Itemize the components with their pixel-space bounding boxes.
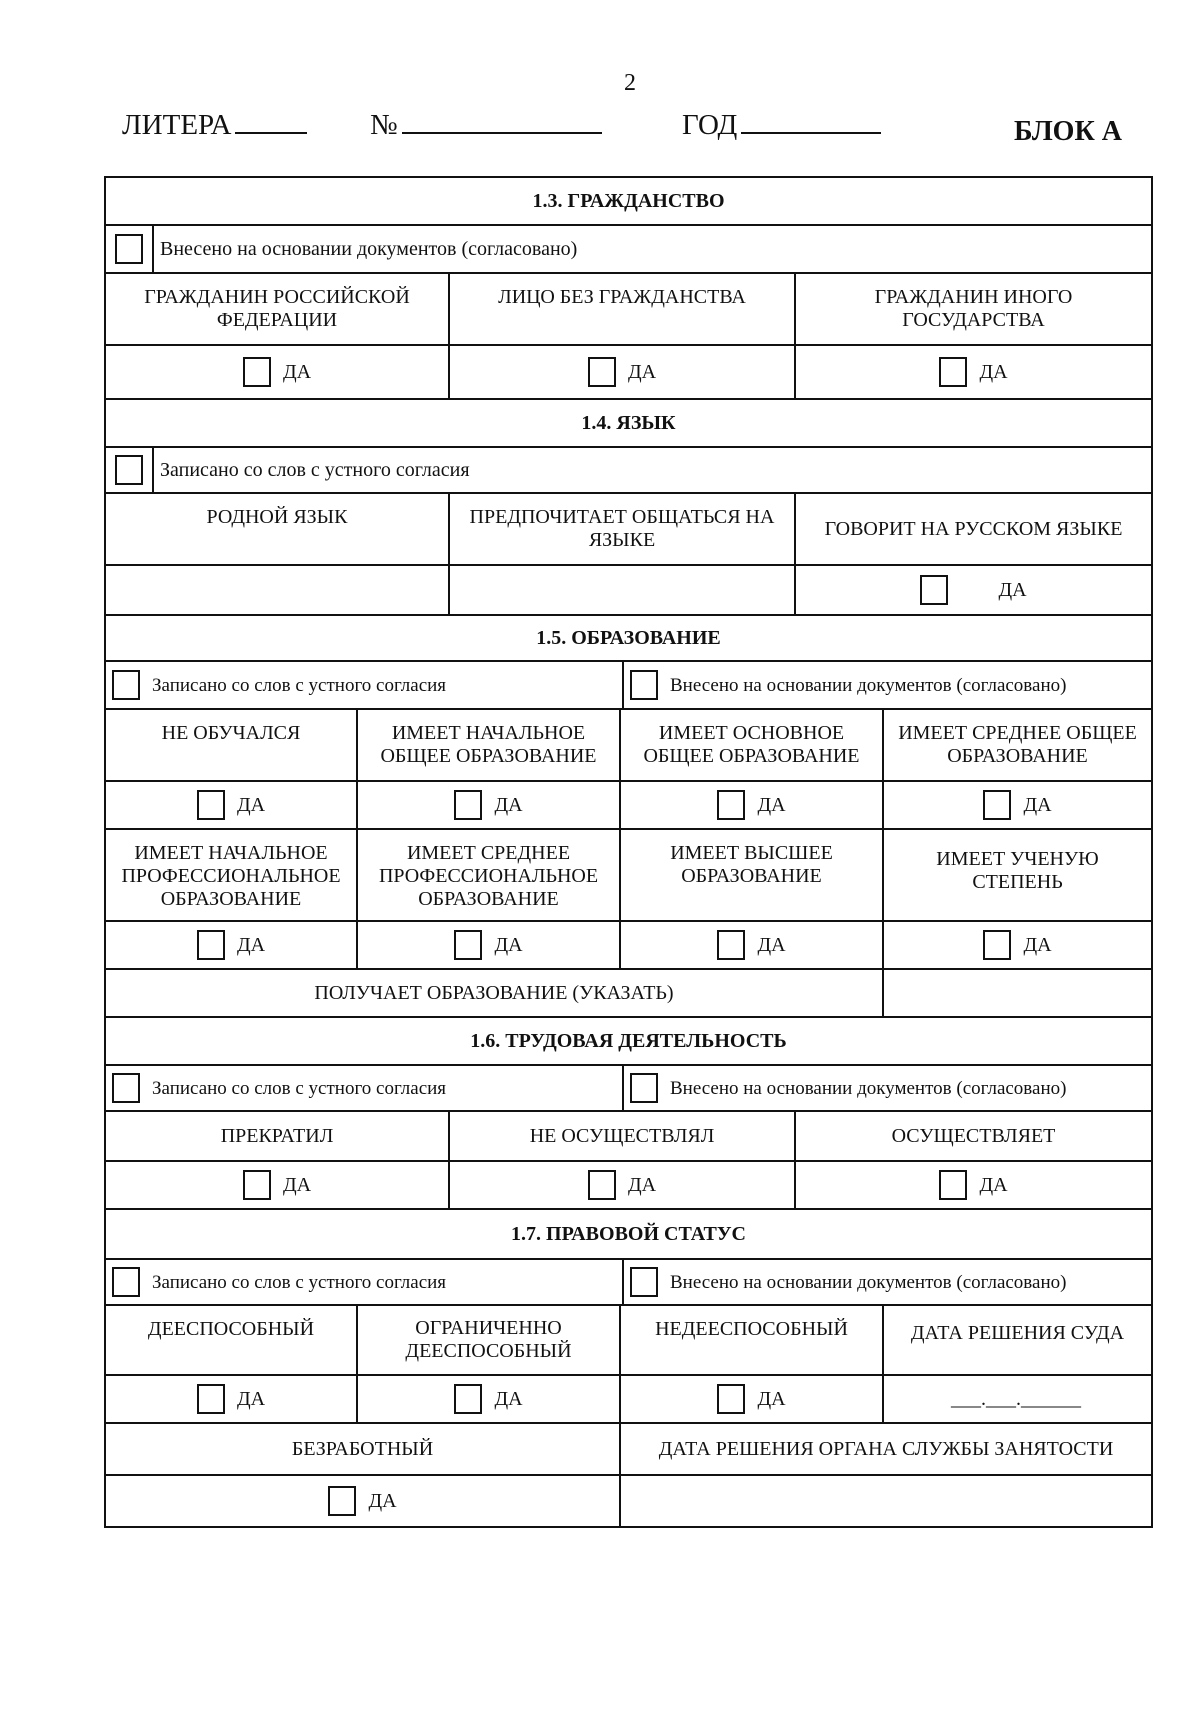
year-label: ГОД <box>682 109 738 141</box>
date-placeholder: ___.___.______ <box>951 1387 1081 1410</box>
education-headers-row-2 <box>106 830 1151 922</box>
checkbox[interactable] <box>717 930 745 960</box>
column-header: ИМЕЕТ СРЕДНЕЕ ОБЩЕЕ ОБРАЗОВАНИЕ <box>898 722 1137 767</box>
number-field <box>370 104 602 142</box>
studying-label: ПОЛУЧАЕТ ОБРАЗОВАНИЕ (УКАЗАТЬ) <box>106 970 884 1016</box>
yes-label: ДА <box>494 933 523 956</box>
yes-cell <box>884 922 1151 968</box>
legal-status-basis-row <box>106 1260 1151 1306</box>
basis-note: Записано со слов с устного согласия <box>160 458 470 481</box>
column-header: ИМЕЕТ ВЫСШЕЕ ОБРАЗОВАНИЕ <box>621 830 884 920</box>
checkbox[interactable] <box>717 790 745 820</box>
education-studying-row <box>106 970 1151 1018</box>
yes-cell <box>106 1376 358 1422</box>
preferred-language-input[interactable] <box>450 566 796 614</box>
column-header: БЕЗРАБОТНЫЙ <box>106 1424 621 1474</box>
yes-label: ДА <box>282 1173 312 1196</box>
yes-label: ДА <box>627 1173 657 1196</box>
checkbox[interactable] <box>243 357 271 387</box>
checkbox[interactable] <box>920 575 948 605</box>
citizenship-basis-checkbox-cell <box>106 226 154 272</box>
basis-note: Записано со слов с устного согласия <box>152 1271 447 1293</box>
checkbox[interactable] <box>454 1384 482 1414</box>
yes-cell <box>796 346 1151 398</box>
checkbox[interactable] <box>328 1486 356 1516</box>
yes-label: ДА <box>627 360 657 383</box>
checkbox[interactable] <box>197 930 225 960</box>
citizenship-basis-row <box>106 226 1151 274</box>
basis-note: Записано со слов с устного согласия <box>152 1077 447 1099</box>
studying-input[interactable] <box>884 970 1151 1016</box>
basis-option <box>624 1260 1151 1304</box>
section-employment-title-row <box>106 1018 1151 1066</box>
section-title: 1.5. ОБРАЗОВАНИЕ <box>536 626 721 649</box>
yes-label: ДА <box>236 1387 266 1410</box>
legal-status-headers-row <box>106 1306 1151 1376</box>
yes-cell <box>358 1376 621 1422</box>
column-header: ГРАЖДАНИН ИНОГО ГОСУДАРСТВА <box>874 286 1073 331</box>
basis-option <box>106 1260 624 1304</box>
yes-cell <box>106 1476 621 1526</box>
checkbox[interactable] <box>454 930 482 960</box>
unemployed-headers-row <box>106 1424 1151 1476</box>
checkbox[interactable] <box>588 1170 616 1200</box>
yes-cell <box>621 1376 884 1422</box>
yes-cell <box>106 1162 450 1208</box>
column-header: ОСУЩЕСТВЛЯЕТ <box>891 1124 1056 1147</box>
column-header: ИМЕЕТ НАЧАЛЬНОЕ ПРОФЕССИОНАЛЬНОЕ ОБРАЗОВАНИЕ <box>106 830 358 920</box>
language-headers-row <box>106 494 1151 566</box>
yes-cell <box>796 1162 1151 1208</box>
yes-cell <box>621 922 884 968</box>
column-header: ГОВОРИТ НА РУССКОМ ЯЗЫКЕ <box>824 517 1123 540</box>
yes-cell <box>796 566 1151 614</box>
employment-basis-row <box>106 1066 1151 1112</box>
yes-label: ДА <box>757 933 786 956</box>
yes-cell <box>358 782 621 828</box>
checkbox[interactable] <box>939 357 967 387</box>
column-header: ИМЕЕТ НАЧАЛЬНОЕ ОБЩЕЕ ОБРАЗОВАНИЕ <box>358 710 621 780</box>
section-title: 1.6. ТРУДОВАЯ ДЕЯТЕЛЬНОСТЬ <box>470 1029 787 1052</box>
checkbox[interactable] <box>983 930 1011 960</box>
employment-headers-row <box>106 1112 1151 1162</box>
yes-label: ДА <box>494 1387 523 1410</box>
checkbox[interactable] <box>588 357 616 387</box>
native-language-input[interactable] <box>106 566 450 614</box>
column-header: НЕ ОСУЩЕСТВЛЯЛ <box>450 1112 796 1160</box>
citizenship-headers-row <box>106 274 1151 346</box>
section-title: 1.3. ГРАЖДАНСТВО <box>532 189 725 212</box>
basis-note: Записано со слов с устного согласия <box>152 674 447 696</box>
litera-input-line[interactable] <box>235 104 307 134</box>
yes-cell <box>884 782 1151 828</box>
number-input-line[interactable] <box>402 104 602 134</box>
basis-note: Внесено на основании документов (согласовано) <box>670 1271 1067 1293</box>
yes-label: ДА <box>368 1489 397 1512</box>
checkbox[interactable] <box>115 455 143 485</box>
yes-label: ДА <box>494 793 523 816</box>
yes-label: ДА <box>236 793 266 816</box>
checkbox[interactable] <box>112 670 140 700</box>
language-basis-checkbox-cell <box>106 448 154 492</box>
section-education-title-row <box>106 616 1151 662</box>
section-language-title-row <box>106 400 1151 448</box>
language-values-row <box>106 566 1151 616</box>
education-yes-row-2 <box>106 922 1151 970</box>
checkbox[interactable] <box>243 1170 271 1200</box>
yes-cell <box>106 346 450 398</box>
yes-label: ДА <box>1023 793 1052 816</box>
yes-cell <box>106 922 358 968</box>
citizenship-yes-row <box>106 346 1151 400</box>
basis-option <box>624 662 1151 708</box>
basis-option <box>106 1066 624 1110</box>
checkbox[interactable] <box>630 670 658 700</box>
column-header: ПРЕДПОЧИТАЕТ ОБЩАТЬСЯ НА ЯЗЫКЕ <box>450 494 796 564</box>
litera-field <box>122 104 307 142</box>
column-header: ОГРАНИЧЕННО ДЕЕСПОСОБНЫЙ <box>358 1306 621 1374</box>
section-citizenship-title-row <box>106 178 1151 226</box>
education-basis-row <box>106 662 1151 710</box>
column-header: ИМЕЕТ УЧЕНУЮ СТЕПЕНЬ <box>936 848 1099 893</box>
basis-option <box>624 1066 1151 1110</box>
basis-note: Внесено на основании документов (согласовано) <box>670 1077 1067 1099</box>
yes-label: ДА <box>998 578 1027 601</box>
checkbox[interactable] <box>197 790 225 820</box>
yes-cell <box>450 1162 796 1208</box>
year-input-line[interactable] <box>741 104 881 134</box>
yes-label: ДА <box>236 933 266 956</box>
yes-label: ДА <box>979 360 1008 383</box>
yes-cell <box>358 922 621 968</box>
checkbox[interactable] <box>939 1170 967 1200</box>
column-header: ДАТА РЕШЕНИЯ СУДА <box>910 1322 1125 1344</box>
checkbox[interactable] <box>983 790 1011 820</box>
basis-option <box>106 662 624 708</box>
checkbox[interactable] <box>454 790 482 820</box>
yes-label: ДА <box>1023 933 1052 956</box>
yes-label: ДА <box>282 360 312 383</box>
yes-cell <box>450 346 796 398</box>
yes-cell <box>106 782 358 828</box>
number-label: № <box>370 109 398 141</box>
basis-note: Внесено на основании документов (согласовано) <box>160 237 578 260</box>
column-header: ДАТА РЕШЕНИЯ ОРГАНА СЛУЖБЫ ЗАНЯТОСТИ <box>658 1437 1114 1460</box>
column-header: ПРЕКРАТИЛ <box>106 1112 450 1160</box>
page-number: 2 <box>624 70 636 96</box>
employment-yes-row <box>106 1162 1151 1210</box>
checkbox[interactable] <box>630 1267 658 1297</box>
litera-label: ЛИТЕРА <box>122 109 232 141</box>
court-date-input[interactable] <box>884 1376 1151 1422</box>
checkbox[interactable] <box>112 1073 140 1103</box>
legal-status-yes-row <box>106 1376 1151 1424</box>
checkbox[interactable] <box>112 1267 140 1297</box>
basis-note: Внесено на основании документов (согласовано) <box>670 674 1067 696</box>
language-basis-row <box>106 448 1151 494</box>
column-header: НЕ ОБУЧАЛСЯ <box>106 710 358 780</box>
checkbox[interactable] <box>197 1384 225 1414</box>
yes-label: ДА <box>757 793 786 816</box>
education-yes-row-1 <box>106 782 1151 830</box>
education-headers-row-1 <box>106 710 1151 782</box>
block-title: БЛОК А <box>1014 116 1122 147</box>
form-table <box>104 176 1153 1528</box>
section-title: 1.4. ЯЗЫК <box>581 411 676 434</box>
checkbox[interactable] <box>630 1073 658 1103</box>
checkbox[interactable] <box>717 1384 745 1414</box>
yes-label: ДА <box>979 1173 1008 1196</box>
column-header: НЕДЕЕСПОСОБНЫЙ <box>621 1306 884 1374</box>
column-header: ГРАЖДАНИН РОССИЙСКОЙ ФЕДЕРАЦИИ <box>106 274 450 344</box>
section-title: 1.7. ПРАВОВОЙ СТАТУС <box>511 1222 746 1245</box>
unemployed-values-row <box>106 1476 1151 1526</box>
column-header: ИМЕЕТ СРЕДНЕЕ ПРОФЕССИОНАЛЬНОЕ ОБРАЗОВАНИЕ <box>358 830 621 920</box>
column-header: ДЕЕСПОСОБНЫЙ <box>106 1306 358 1374</box>
yes-cell <box>621 782 884 828</box>
column-header: ЛИЦО БЕЗ ГРАЖДАНСТВА <box>450 274 796 344</box>
section-legal-status-title-row <box>106 1210 1151 1260</box>
column-header: ИМЕЕТ ОСНОВНОЕ ОБЩЕЕ ОБРАЗОВАНИЕ <box>621 710 884 780</box>
yes-label: ДА <box>757 1387 786 1410</box>
employment-date-input[interactable] <box>621 1476 1151 1526</box>
column-header: РОДНОЙ ЯЗЫК <box>106 494 450 564</box>
year-field <box>682 104 881 142</box>
checkbox[interactable] <box>115 234 143 264</box>
